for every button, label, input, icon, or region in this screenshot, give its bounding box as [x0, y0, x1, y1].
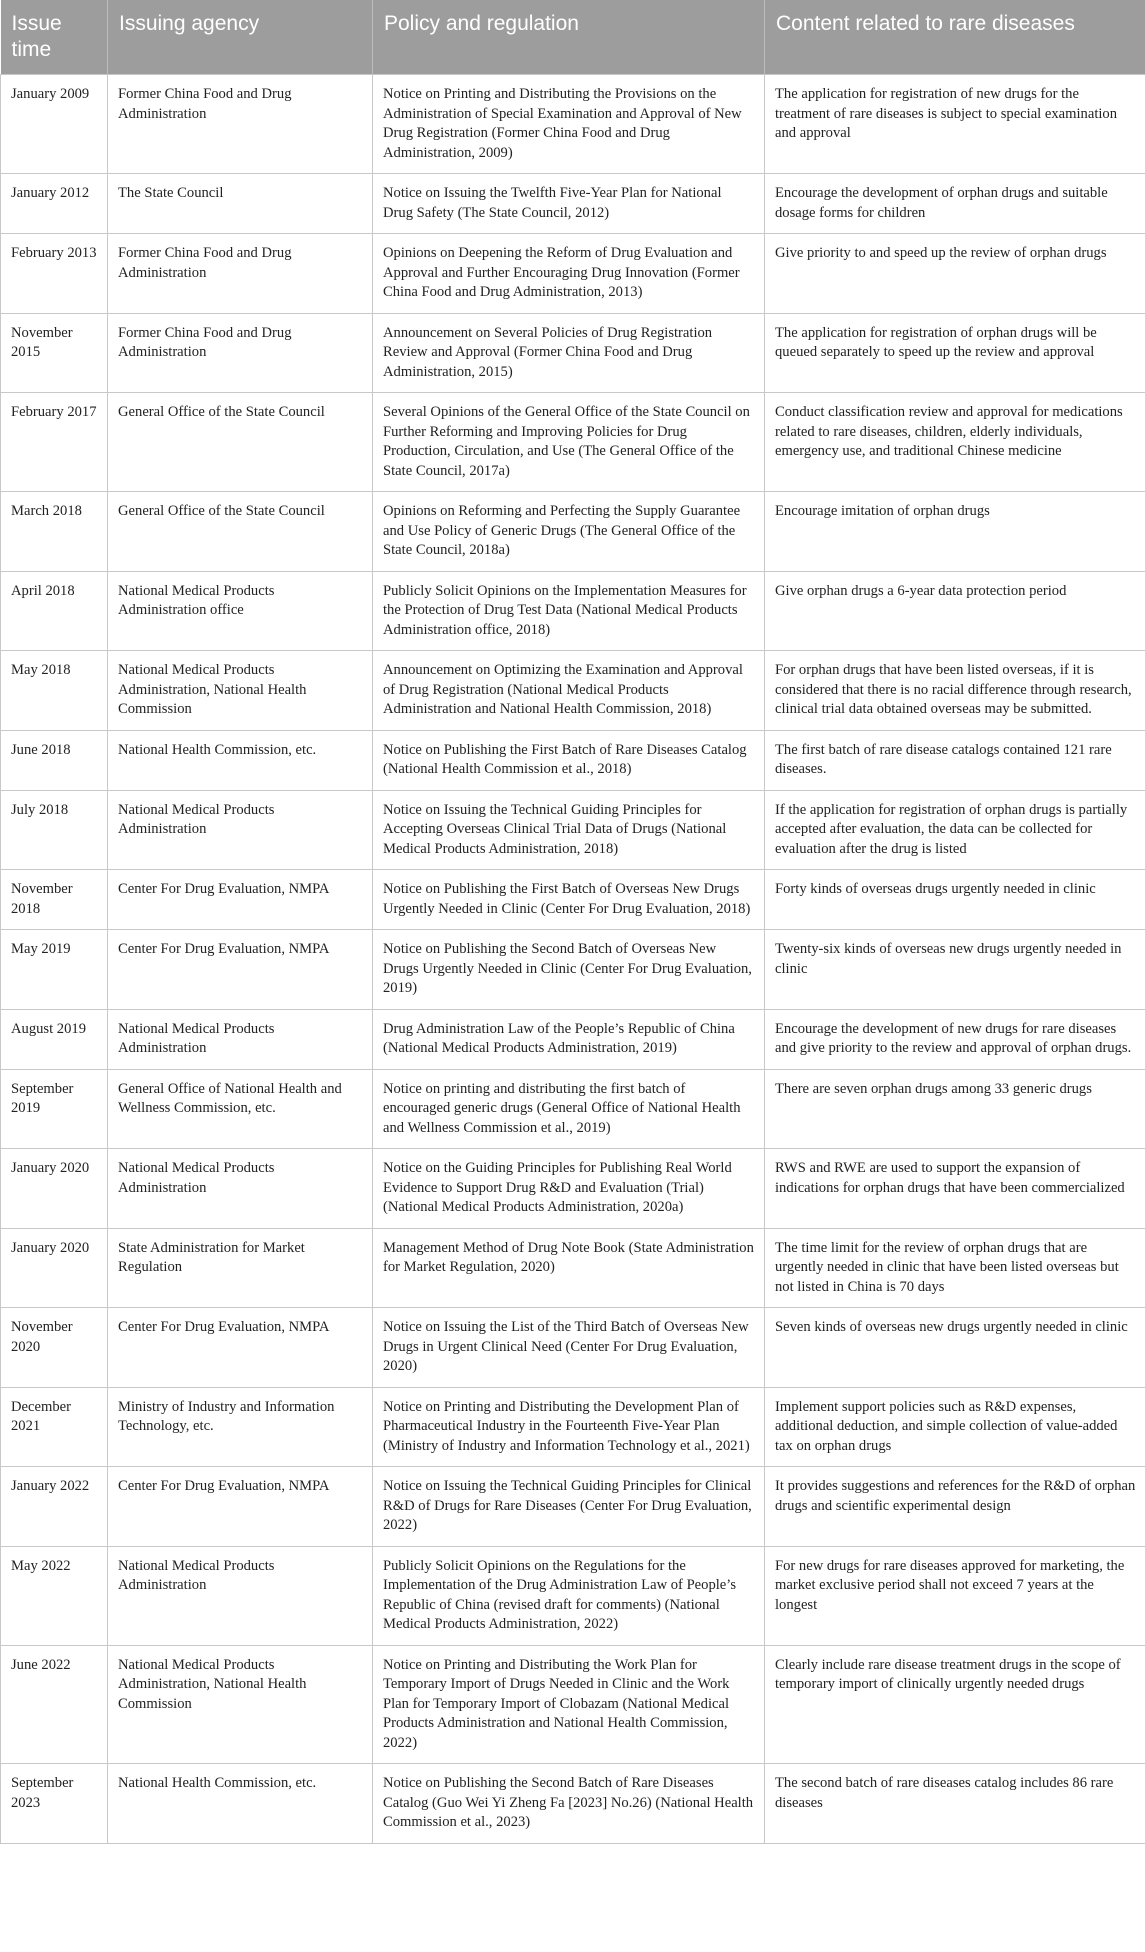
header-rare-disease-content: Content related to rare diseases: [765, 0, 1145, 75]
agency-cell: National Medical Products Administration: [108, 1546, 373, 1645]
content-cell: The first batch of rare disease catalogs contained 121 rare diseases.: [765, 730, 1145, 790]
agency-cell: State Administration for Market Regulation: [108, 1228, 373, 1308]
issue-time-cell: February 2013: [1, 234, 108, 314]
content-cell: Clearly include rare disease treatment drugs in the scope of temporary import of clinically urgently needed drugs: [765, 1645, 1145, 1764]
agency-cell: National Medical Products Administration: [108, 1009, 373, 1069]
content-cell: It provides suggestions and references for the R&D of orphan drugs and scientific experimental design: [765, 1467, 1145, 1547]
table-row: [1, 651, 1145, 731]
issue-time-cell: January 2022: [1, 1467, 108, 1547]
issue-time-cell: December 2021: [1, 1387, 108, 1467]
content-cell: Give priority to and speed up the review of orphan drugs: [765, 234, 1145, 314]
table-row: [1, 1764, 1145, 1844]
policy-cell: Publicly Solicit Opinions on the Implementation Measures for the Protection of Drug Test Data (National Medical Products Administration office, 2018): [373, 571, 765, 651]
content-cell: There are seven orphan drugs among 33 generic drugs: [765, 1069, 1145, 1149]
content-cell: The second batch of rare diseases catalog includes 86 rare diseases: [765, 1764, 1145, 1844]
policy-cell: Opinions on Reforming and Perfecting the Supply Guarantee and Use Policy of Generic Drugs (The General Office of the State Council, 2018a): [373, 492, 765, 572]
content-cell: For new drugs for rare diseases approved for marketing, the market exclusive period shall not exceed 7 years at the longest: [765, 1546, 1145, 1645]
table-row: [1, 930, 1145, 1010]
table-row: [1, 75, 1145, 174]
table-row: [1, 790, 1145, 870]
table-row: [1, 1149, 1145, 1229]
agency-cell: National Medical Products Administration office: [108, 571, 373, 651]
issue-time-cell: September 2019: [1, 1069, 108, 1149]
issue-time-cell: June 2022: [1, 1645, 108, 1764]
issue-time-cell: November 2018: [1, 870, 108, 930]
content-cell: Forty kinds of overseas drugs urgently needed in clinic: [765, 870, 1145, 930]
content-cell: The application for registration of new drugs for the treatment of rare diseases is subject to special examination and approval: [765, 75, 1145, 174]
policy-cell: Notice on Issuing the Twelfth Five-Year Plan for National Drug Safety (The State Council, 2012): [373, 174, 765, 234]
content-cell: Twenty-six kinds of overseas new drugs urgently needed in clinic: [765, 930, 1145, 1010]
policy-cell: Notice on Issuing the List of the Third Batch of Overseas New Drugs in Urgent Clinical Need (Center For Drug Evaluation, 2020): [373, 1308, 765, 1388]
header-issuing-agency: Issuing agency: [108, 0, 373, 75]
header-issue-time: Issue time: [1, 0, 108, 75]
policy-cell: Notice on printing and distributing the first batch of encouraged generic drugs (General Office of National Health and Wellness Commission et al., 2019): [373, 1069, 765, 1149]
issue-time-cell: November 2015: [1, 313, 108, 393]
agency-cell: Former China Food and Drug Administration: [108, 234, 373, 314]
table-row: [1, 870, 1145, 930]
table-row: [1, 1009, 1145, 1069]
table-row: [1, 1387, 1145, 1467]
content-cell: Encourage the development of orphan drugs and suitable dosage forms for children: [765, 174, 1145, 234]
agency-cell: National Health Commission, etc.: [108, 730, 373, 790]
content-cell: Implement support policies such as R&D expenses, additional deduction, and simple collection of value-added tax on orphan drugs: [765, 1387, 1145, 1467]
policy-cell: Drug Administration Law of the People’s Republic of China (National Medical Products Administration, 2019): [373, 1009, 765, 1069]
agency-cell: Former China Food and Drug Administration: [108, 75, 373, 174]
header-row: [1, 0, 1145, 75]
content-cell: The time limit for the review of orphan drugs that are urgently needed in clinic that have been listed overseas but not listed in China is 70 days: [765, 1228, 1145, 1308]
content-cell: The application for registration of orphan drugs will be queued separately to speed up the review and approval: [765, 313, 1145, 393]
content-cell: RWS and RWE are used to support the expansion of indications for orphan drugs that have been commercialized: [765, 1149, 1145, 1229]
agency-cell: National Medical Products Administration: [108, 790, 373, 870]
content-cell: Seven kinds of overseas new drugs urgently needed in clinic: [765, 1308, 1145, 1388]
table-row: [1, 1228, 1145, 1308]
agency-cell: The State Council: [108, 174, 373, 234]
table-row: [1, 1546, 1145, 1645]
issue-time-cell: July 2018: [1, 790, 108, 870]
table-row: [1, 234, 1145, 314]
policy-cell: Several Opinions of the General Office of the State Council on Further Reforming and Improving Policies for Drug Production, Circulation, and Use (The General Office of the State Council, 2017a): [373, 393, 765, 492]
table-row: [1, 571, 1145, 651]
agency-cell: General Office of National Health and Wellness Commission, etc.: [108, 1069, 373, 1149]
agency-cell: General Office of the State Council: [108, 393, 373, 492]
issue-time-cell: January 2009: [1, 75, 108, 174]
content-cell: Give orphan drugs a 6-year data protection period: [765, 571, 1145, 651]
issue-time-cell: January 2012: [1, 174, 108, 234]
agency-cell: General Office of the State Council: [108, 492, 373, 572]
table-body: [1, 75, 1145, 1844]
table-row: [1, 174, 1145, 234]
agency-cell: National Medical Products Administration: [108, 1149, 373, 1229]
policy-cell: Announcement on Optimizing the Examination and Approval of Drug Registration (National Medical Products Administration and National Health Commission, 2018): [373, 651, 765, 731]
agency-cell: Former China Food and Drug Administration: [108, 313, 373, 393]
issue-time-cell: September 2023: [1, 1764, 108, 1844]
agency-cell: Center For Drug Evaluation, NMPA: [108, 930, 373, 1010]
agency-cell: Center For Drug Evaluation, NMPA: [108, 870, 373, 930]
issue-time-cell: January 2020: [1, 1149, 108, 1229]
issue-time-cell: January 2020: [1, 1228, 108, 1308]
agency-cell: Center For Drug Evaluation, NMPA: [108, 1308, 373, 1388]
issue-time-cell: April 2018: [1, 571, 108, 651]
policy-cell: Notice on Issuing the Technical Guiding Principles for Clinical R&D of Drugs for Rare Diseases (Center For Drug Evaluation, 2022): [373, 1467, 765, 1547]
content-cell: Encourage imitation of orphan drugs: [765, 492, 1145, 572]
table-row: [1, 1645, 1145, 1764]
policy-cell: Notice on Publishing the Second Batch of Overseas New Drugs Urgently Needed in Clinic (Center For Drug Evaluation, 2019): [373, 930, 765, 1010]
table-header: [1, 0, 1145, 75]
issue-time-cell: August 2019: [1, 1009, 108, 1069]
policy-cell: Publicly Solicit Opinions on the Regulations for the Implementation of the Drug Administration Law of People’s Republic of China (revised draft for comments) (National Medical Products Administration, 2022): [373, 1546, 765, 1645]
content-cell: Conduct classification review and approval for medications related to rare diseases, children, elderly individuals, emergency use, and traditional Chinese medicine: [765, 393, 1145, 492]
policy-cell: Notice on Publishing the First Batch of Overseas New Drugs Urgently Needed in Clinic (Center For Drug Evaluation, 2018): [373, 870, 765, 930]
agency-cell: Ministry of Industry and Information Technology, etc.: [108, 1387, 373, 1467]
table-row: [1, 492, 1145, 572]
policy-cell: Announcement on Several Policies of Drug Registration Review and Approval (Former China Food and Drug Administration, 2015): [373, 313, 765, 393]
policy-cell: Notice on Printing and Distributing the Provisions on the Administration of Special Examination and Approval of New Drug Registration (Former China Food and Drug Administration, 2009): [373, 75, 765, 174]
policy-cell: Notice on the Guiding Principles for Publishing Real World Evidence to Support Drug R&D and Evaluation (Trial) (National Medical Products Administration, 2020a): [373, 1149, 765, 1229]
policy-cell: Notice on Publishing the Second Batch of Rare Diseases Catalog (Guo Wei Yi Zheng Fa [2023] No.26) (National Health Commission et al., 2023): [373, 1764, 765, 1844]
policy-cell: Notice on Issuing the Technical Guiding Principles for Accepting Overseas Clinical Trial Data of Drugs (National Medical Products Administration, 2018): [373, 790, 765, 870]
policy-cell: Notice on Printing and Distributing the Work Plan for Temporary Import of Drugs Needed in Clinic and the Work Plan for Temporary Import of Clobazam (National Medical Products Administration and National Health Commission, 2022): [373, 1645, 765, 1764]
issue-time-cell: March 2018: [1, 492, 108, 572]
table-row: [1, 1069, 1145, 1149]
table-row: [1, 313, 1145, 393]
issue-time-cell: February 2017: [1, 393, 108, 492]
policy-cell: Opinions on Deepening the Reform of Drug Evaluation and Approval and Further Encouraging Drug Innovation (Former China Food and Drug Administration, 2013): [373, 234, 765, 314]
policy-cell: Notice on Publishing the First Batch of Rare Diseases Catalog (National Health Commission et al., 2018): [373, 730, 765, 790]
table-row: [1, 1308, 1145, 1388]
policy-cell: Management Method of Drug Note Book (State Administration for Market Regulation, 2020): [373, 1228, 765, 1308]
header-policy-regulation: Policy and regulation: [373, 0, 765, 75]
agency-cell: National Health Commission, etc.: [108, 1764, 373, 1844]
content-cell: If the application for registration of orphan drugs is partially accepted after evaluation, the data can be collected for evaluation after the drug is listed: [765, 790, 1145, 870]
table-row: [1, 393, 1145, 492]
agency-cell: National Medical Products Administration, National Health Commission: [108, 651, 373, 731]
agency-cell: National Medical Products Administration, National Health Commission: [108, 1645, 373, 1764]
table-row: [1, 730, 1145, 790]
content-cell: For orphan drugs that have been listed overseas, if it is considered that there is no racial difference through research, clinical trial data obtained overseas may be submitted.: [765, 651, 1145, 731]
table-row: [1, 1467, 1145, 1547]
agency-cell: Center For Drug Evaluation, NMPA: [108, 1467, 373, 1547]
issue-time-cell: May 2019: [1, 930, 108, 1010]
issue-time-cell: June 2018: [1, 730, 108, 790]
issue-time-cell: May 2022: [1, 1546, 108, 1645]
issue-time-cell: November 2020: [1, 1308, 108, 1388]
issue-time-cell: May 2018: [1, 651, 108, 731]
policy-cell: Notice on Printing and Distributing the Development Plan of Pharmaceutical Industry in the Fourteenth Five-Year Plan (Ministry of Industry and Information Technology et al., 2021): [373, 1387, 765, 1467]
content-cell: Encourage the development of new drugs for rare diseases and give priority to the review and approval of orphan drugs.: [765, 1009, 1145, 1069]
